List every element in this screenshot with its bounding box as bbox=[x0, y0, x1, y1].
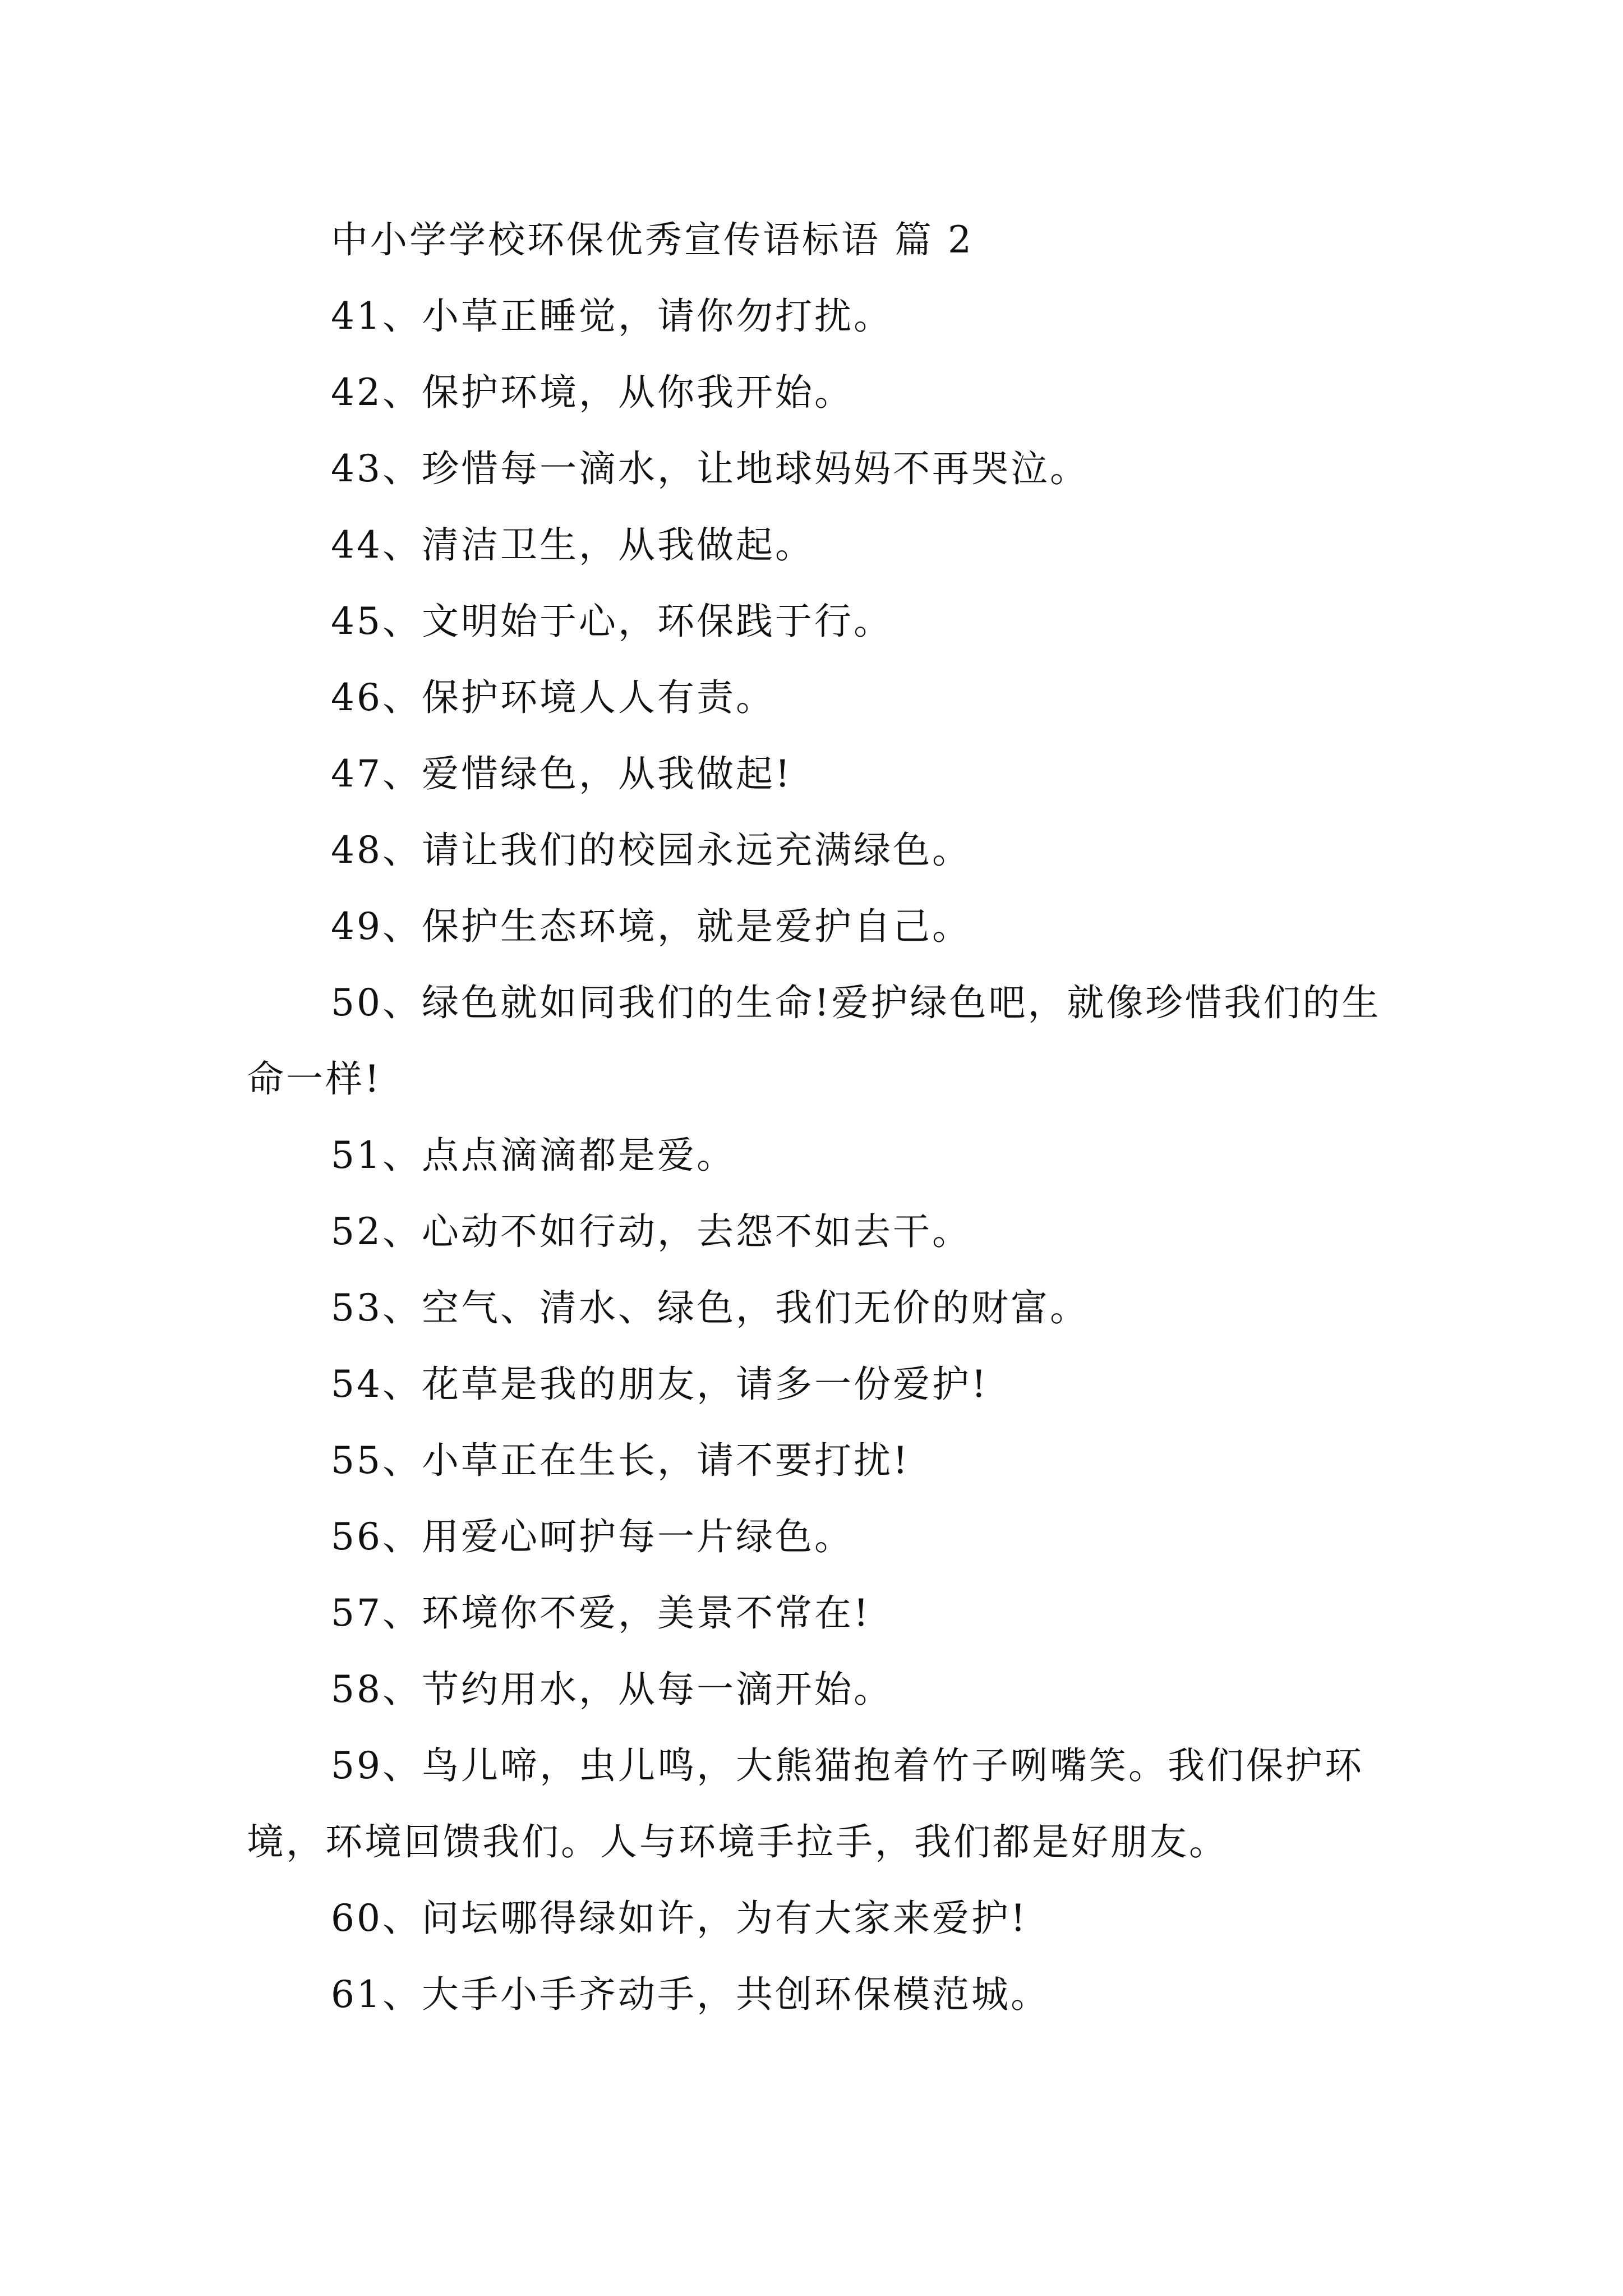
slogan-item: 56、用爱心呵护每一片绿色。 bbox=[331, 1515, 854, 1558]
document-body bbox=[247, 202, 1391, 2033]
slogan-item: 48、请让我们的校园永远充满绿色。 bbox=[331, 829, 971, 872]
slogan-item: 42、保护环境，从你我开始。 bbox=[331, 371, 854, 414]
slogan-list bbox=[247, 278, 1391, 2033]
slogan-item: 50、绿色就如同我们的生命!爱护绿色吧，就像珍惜我们的生命一样! bbox=[247, 981, 1381, 1101]
slogan-item: 41、小草正睡觉，请你勿打扰。 bbox=[331, 295, 893, 338]
document-title: 中小学学校环保优秀宣传语标语 篇 2 bbox=[331, 218, 974, 261]
slogan-item: 47、爱惜绿色，从我做起! bbox=[331, 752, 792, 795]
slogan-item: 44、清洁卫生，从我做起。 bbox=[331, 523, 814, 567]
slogan-item: 54、花草是我的朋友，请多一份爱护! bbox=[331, 1363, 989, 1406]
slogan-item: 45、文明始于心，环保践于行。 bbox=[331, 600, 893, 643]
slogan-item: 43、珍惜每一滴水，让地球妈妈不再哭泣。 bbox=[331, 447, 1089, 490]
slogan-item: 59、鸟儿啼，虫儿鸣，大熊猫抱着竹子咧嘴笑。我们保护环境，环境回馈我们。人与环境手拉手，我们都是好朋友。 bbox=[247, 1744, 1364, 1864]
slogan-item: 46、保护环境人人有责。 bbox=[331, 676, 775, 719]
slogan-item: 49、保护生态环境，就是爱护自己。 bbox=[331, 905, 971, 948]
slogan-item: 51、点点滴滴都是爱。 bbox=[331, 1134, 736, 1177]
slogan-item: 53、空气、清水、绿色，我们无价的财富。 bbox=[331, 1286, 1089, 1329]
slogan-item: 58、节约用水，从每一滴开始。 bbox=[331, 1668, 893, 1711]
slogan-item: 52、心动不如行动，去怨不如去干。 bbox=[331, 1210, 971, 1253]
slogan-item: 55、小草正在生长，请不要打扰! bbox=[331, 1439, 910, 1482]
slogan-item: 61、大手小手齐动手，共创环保模范城。 bbox=[331, 1973, 1050, 2016]
slogan-item: 57、环境你不爱，美景不常在! bbox=[331, 1591, 871, 1635]
slogan-item: 60、问坛哪得绿如许，为有大家来爱护! bbox=[331, 1897, 1028, 1940]
